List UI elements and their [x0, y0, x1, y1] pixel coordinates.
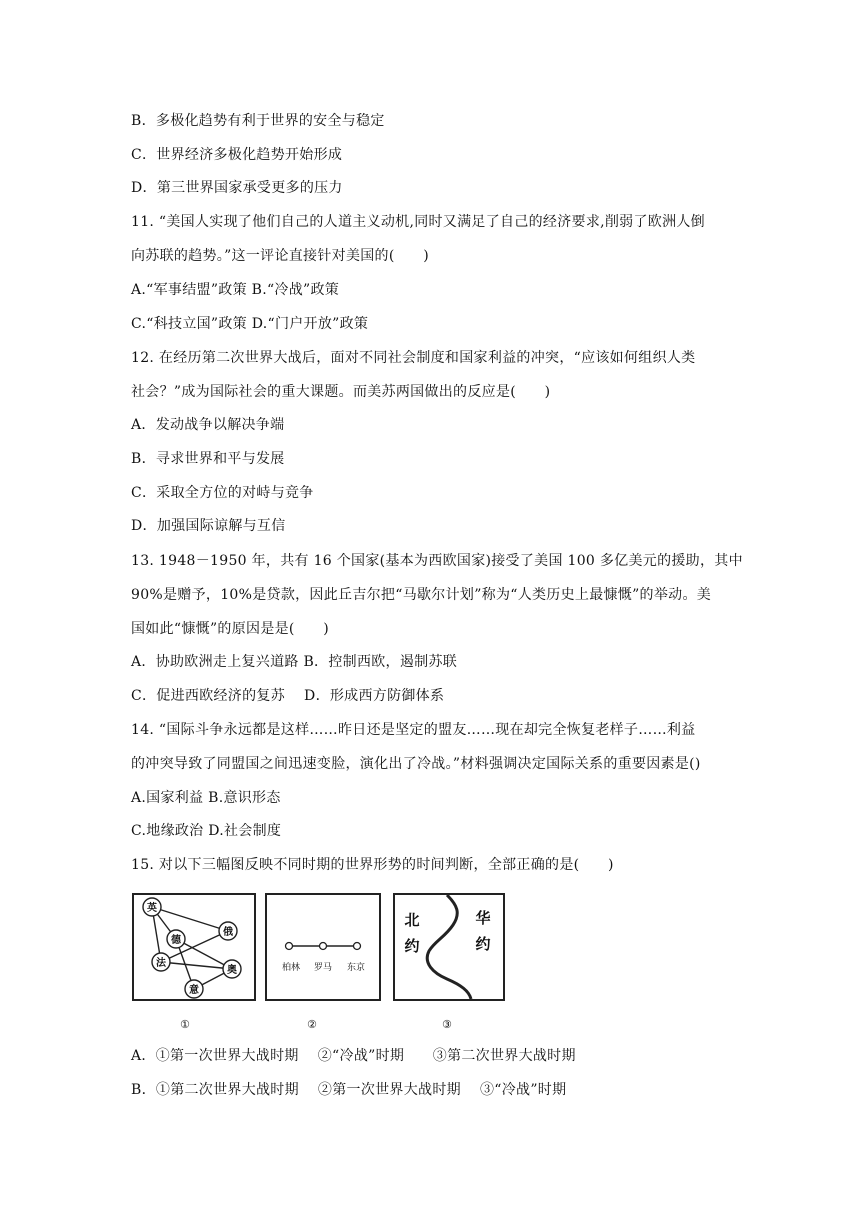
option-10b: B．多极化趋势有利于世界的安全与稳定	[131, 113, 385, 129]
option-15b: B．①第二次世界大战时期 ②第一次世界大战时期 ③“冷战”时期	[131, 1082, 567, 1098]
city-label-rome: 罗马	[313, 963, 333, 973]
node-label-fa: 法	[156, 958, 166, 969]
option-15a: A．①第一次世界大战时期 ②“冷战”时期 ③第二次世界大战时期	[131, 1048, 576, 1064]
question-13-line-2: 90%是赠予，10%是贷款，因此丘吉尔把“马歇尔计划”称为“人类历史上最慷慨”的举动。美	[131, 587, 712, 603]
option-12a: A．发动战争以解决争端	[131, 417, 285, 433]
figure-3-bloc-divide	[393, 893, 505, 1001]
node-label-de: 德	[171, 935, 181, 946]
figure-1-alliance-network	[132, 893, 256, 1001]
bloc-right-char-1: 华	[475, 909, 491, 927]
option-11-cd: C.“科技立国”政策 D.“门户开放”政策	[131, 316, 369, 332]
question-12-line-2: 社会？”成为国际社会的重大课题。而美苏两国做出的反应是( )	[131, 384, 551, 400]
bloc-left-char-2: 约	[404, 937, 420, 955]
city-dot-berlin	[286, 943, 293, 950]
city-dot-rome	[320, 943, 327, 950]
figure-2-svg	[267, 895, 379, 999]
node-label-yi: 意	[189, 985, 199, 996]
question-12-line-1: 12. 在经历第二次世界大战后，面对不同社会制度和国家利益的冲突，“应该如何组织人类	[131, 350, 696, 366]
bloc-right-char-2: 约	[475, 935, 491, 953]
figure-3-svg	[395, 895, 503, 999]
option-10d: D．第三世界国家承受更多的压力	[131, 180, 343, 196]
bloc-divide-line	[427, 895, 471, 999]
figure-1-svg	[134, 895, 254, 999]
question-11-line-1: 11. “美国人实现了他们自己的人道主义动机,同时又满足了自己的经济要求,削弱了欧洲人倒	[131, 214, 705, 230]
option-11-ab: A.“军事结盟”政策 B.“冷战”政策	[131, 282, 340, 298]
edge-ying-e	[152, 907, 228, 931]
option-12d: D．加强国际谅解与互信	[131, 518, 286, 534]
city-label-tokyo: 东京	[346, 963, 366, 973]
option-10c: C．世界经济多极化趋势开始形成	[131, 147, 343, 163]
city-label-berlin: 柏林	[281, 963, 301, 973]
figure-3-number: ③	[442, 1018, 452, 1031]
question-11-line-2: 向苏联的趋势。”这一评论直接针对美国的( )	[131, 248, 429, 264]
option-14-cd: C.地缘政治 D.社会制度	[131, 823, 282, 839]
node-label-e: 俄	[223, 927, 233, 938]
node-label-ying: 英	[147, 903, 157, 914]
question-15: 15. 对以下三幅图反映不同时期的世界形势的时间判断，全部正确的是( )	[131, 857, 614, 873]
option-12c: C．采取全方位的对峙与竞争	[131, 485, 314, 501]
option-13-ab: A．协助欧洲走上复兴道路 B．控制西欧，遏制苏联	[131, 654, 458, 670]
node-label-ao: 奥	[227, 965, 237, 976]
question-14-line-1: 14. “国际斗争永远都是这样……昨日还是坚定的盟友……现在却完全恢复老样子……利益	[131, 722, 696, 738]
city-dot-tokyo	[354, 943, 361, 950]
option-13-cd: C．促进西欧经济的复苏 D．形成西方防御体系	[131, 688, 445, 704]
figure-2-axis-line	[265, 893, 381, 1001]
question-14-line-2: 的冲突导致了同盟国之间迅速变脸，演化出了冷战。”材料强调决定国际关系的重要因素是()	[131, 756, 701, 772]
bloc-left-char-1: 北	[404, 911, 420, 929]
figure-2-number: ②	[307, 1018, 317, 1031]
question-13-line-3: 国如此“慷慨”的原因是是( )	[131, 621, 330, 637]
option-12b: B．寻求世界和平与发展	[131, 451, 285, 467]
question-13-line-1: 13. 1948－1950 年，共有 16 个国家(基本为西欧国家)接受了美国 100 多亿美元的援助，其中	[131, 553, 743, 569]
option-14-ab: A.国家利益 B.意识形态	[131, 790, 281, 806]
figure-1-number: ①	[180, 1018, 190, 1031]
